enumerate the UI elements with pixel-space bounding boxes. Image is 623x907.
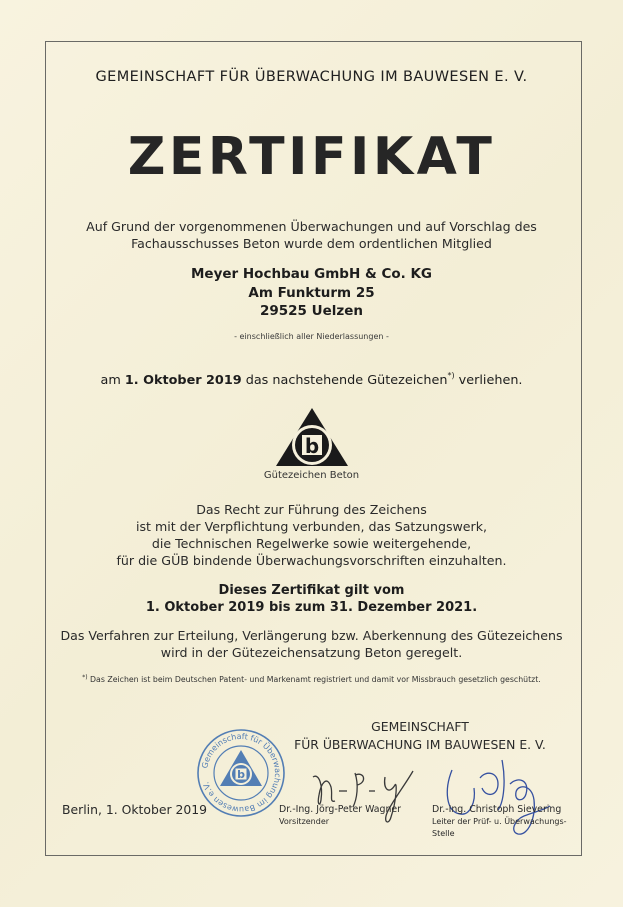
signer-2-role-line-2: Stelle xyxy=(432,829,455,838)
signer-wagner xyxy=(279,804,401,828)
branches-note: - einschließlich aller Niederlassungen - xyxy=(234,332,389,341)
signer-2-name: Dr.-Ing. Christoph Sievering xyxy=(432,804,562,815)
rights-line-1: Das Recht zur Führung des Zeichens xyxy=(196,502,427,517)
award-date: 1. Oktober 2019 xyxy=(124,373,242,388)
procedure-text xyxy=(0,627,623,661)
validity-line-1: Dieses Zertifikat gilt vom xyxy=(218,583,405,598)
signer-1-name: Dr.-Ing. Jörg-Peter Wagner xyxy=(279,804,402,815)
intro-text xyxy=(0,218,623,252)
seal-text: Gemeinschaft für Überwachung im Bauwesen e.V. xyxy=(200,731,283,815)
company-street: Am Funkturm 25 xyxy=(248,284,375,301)
award-sentence xyxy=(0,371,623,388)
footnote-marker: *) xyxy=(82,674,88,681)
footnote xyxy=(0,674,623,684)
guetezeichen-beton-logo-icon xyxy=(272,406,352,466)
rights-line-3: die Technischen Regelwerke sowie weitergehende, xyxy=(151,536,472,551)
company-address xyxy=(0,265,623,321)
validity-statement xyxy=(0,582,623,616)
rights-line-4: für die GÜB bindende Überwachungsvorschriften einzuhalten. xyxy=(116,553,507,568)
award-footnote-marker: *) xyxy=(447,371,455,380)
company-city: 29525 Uelzen xyxy=(259,303,364,319)
procedure-line-2: wird in der Gütezeichensatzung Beton geregelt. xyxy=(160,645,463,660)
signer-2-role-line-1: Leiter der Prüf- u. Überwachungs- xyxy=(432,817,567,826)
official-seal-icon xyxy=(196,728,286,818)
logo-letter: b xyxy=(304,434,320,458)
place-and-date: Berlin, 1. Oktober 2019 xyxy=(62,802,208,817)
validity-line-2: 1. Oktober 2019 bis zum 31. Dezember 2021. xyxy=(145,600,478,615)
procedure-line-1: Das Verfahren zur Erteilung, Verlängerung bzw. Aberkennung des Gütezeichens xyxy=(60,628,563,643)
signature-org-line-2: FÜR ÜBERWACHUNG IM BAUWESEN E. V. xyxy=(294,737,546,752)
signature-org-line-1: GEMEINSCHAFT xyxy=(371,719,469,734)
award-suffix: verliehen. xyxy=(458,373,523,388)
signer-1-role: Vorsitzender xyxy=(279,817,330,826)
organization-heading: GEMEINSCHAFT FÜR ÜBERWACHUNG IM BAUWESEN E. V. xyxy=(95,69,528,85)
seal-logo-letter: b xyxy=(237,768,245,781)
rights-line-2: ist mit der Verpflichtung verbunden, das Satzungswerk, xyxy=(135,519,488,534)
award-prefix: am xyxy=(100,373,121,388)
certificate-title: ZERTIFIKAT xyxy=(127,127,496,187)
intro-line-1: Auf Grund der vorgenommenen Überwachungen und auf Vorschlag des xyxy=(86,219,537,234)
logo-caption: Gütezeichen Beton xyxy=(263,470,360,481)
footnote-text: Das Zeichen ist beim Deutschen Patent- und Markenamt registriert und damit vor Missbrauch gesetzlich geschützt. xyxy=(90,675,541,684)
intro-line-2: Fachausschusses Beton wurde dem ordentlichen Mitglied xyxy=(131,236,492,251)
signer-sievering xyxy=(432,804,567,840)
award-middle: das nachstehende Gütezeichen xyxy=(245,373,448,388)
rights-text xyxy=(0,501,623,569)
company-name: Meyer Hochbau GmbH & Co. KG xyxy=(190,266,432,282)
